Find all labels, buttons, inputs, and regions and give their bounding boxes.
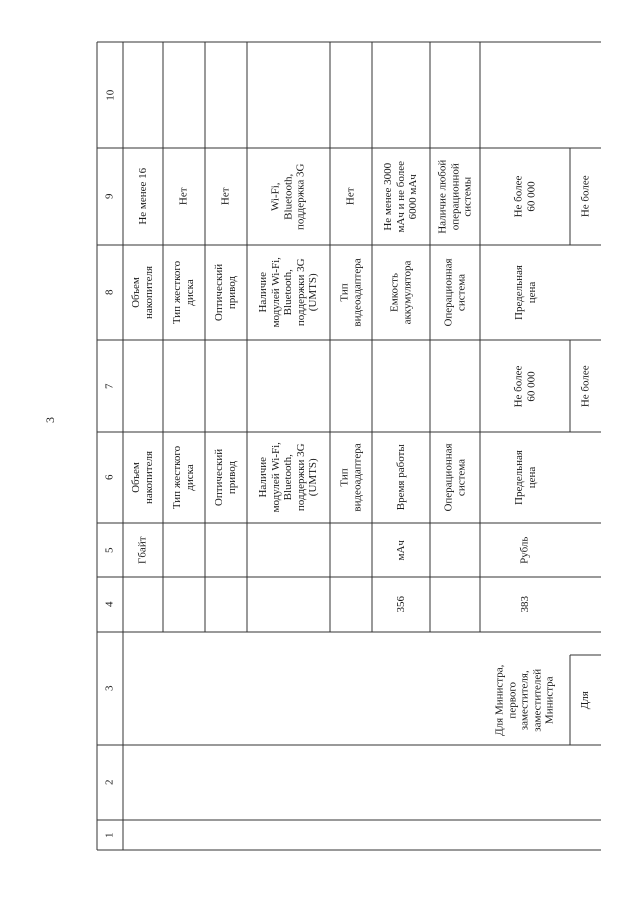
row8-col3: Для Министра, первого заместителя, заместителей Министра [493, 664, 556, 736]
column-number-4: 4 [103, 601, 116, 608]
row5-col8: Тип видеоадаптера [338, 258, 364, 327]
row3-col9: Нет [219, 187, 232, 206]
row1-col8: Объем накопителя [130, 265, 156, 320]
row1-col5: Гбайт [136, 536, 149, 564]
column-number-7: 7 [103, 383, 116, 389]
column-number-2: 2 [103, 779, 116, 786]
column-number-3: 3 [103, 685, 116, 692]
row9-col9: Не более [579, 175, 592, 218]
row4-col9: Wi-Fi, Bluetooth, поддержка 3G [269, 163, 307, 230]
row1-col9: Не менее 16 [136, 168, 149, 225]
row6-col6: Время работы [394, 444, 407, 511]
row2-col9: Нет [177, 187, 190, 206]
column-number-6: 6 [103, 474, 116, 481]
row9-col3: Для [579, 690, 592, 710]
row2-col6: Тип жесткого диска [171, 445, 197, 510]
row3-col8: Оптический привод [213, 263, 238, 322]
row8-col7: Не более 60 000 [512, 365, 537, 407]
row2-col8: Тип жесткого диска [171, 260, 197, 325]
row9-col7: Не более [579, 365, 592, 407]
row4-col6: Наличие модулей Wi-Fi, Bluetooth, поддержки 3G (UMTS) [257, 442, 320, 513]
row5-col6: Тип видеоадаптера [338, 443, 364, 512]
page-number: 3 [43, 417, 57, 423]
row8-col4: 383 [518, 596, 531, 613]
row6-col4: 356 [394, 596, 407, 613]
column-number-10: 10 [103, 89, 116, 101]
column-number-5: 5 [103, 547, 116, 553]
row6-col8: Емкость аккумулятора [388, 260, 413, 325]
row1-col6: Объем накопителя [130, 450, 156, 505]
row7-col6: Операционная система [442, 443, 467, 512]
row5-col9: Нет [344, 187, 357, 206]
row6-col5: мАч [394, 539, 407, 561]
column-number-1: 1 [103, 832, 116, 838]
row3-col6: Оптический привод [213, 448, 238, 507]
row7-col9: Наличие любой операционной системы [436, 159, 474, 234]
row7-col8: Операционная система [442, 258, 467, 327]
row8-col9: Не более 60 000 [512, 175, 537, 218]
row8-col5: Рубль [518, 536, 531, 564]
row8-col6: Предельная цена [512, 450, 537, 505]
column-number-9: 9 [103, 193, 116, 200]
row6-col9: Не менее 3000 мАч и не более 6000 мАч [382, 160, 420, 233]
row4-col8: Наличие модулей Wi-Fi, Bluetooth, поддержки 3G (UMTS) [257, 257, 320, 328]
column-number-8: 8 [103, 289, 116, 296]
row8-col8: Предельная цена [512, 265, 537, 320]
